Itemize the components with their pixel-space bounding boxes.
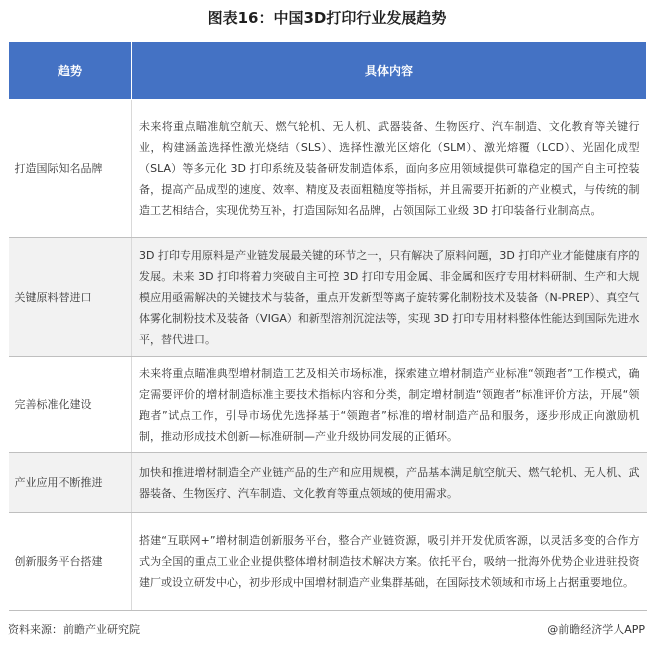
table-row — [9, 100, 647, 238]
table-row — [9, 357, 647, 453]
content-cell: 未来将重点瞄准典型增材制造工艺及相关市场标准，探索建立增材制造产业标准“领跑者”工作模式，确定需要评价的增材制造标准主要技术指标内容和分类，制定增材制造“领跑者”标准评价方法，开展“领跑者”试点工作，引导市场优先选择基于“领跑者”标准的增材制造产品和服务，逐步形成正向激励机制，推动形成技术创新—标准研制—产业升级协同发展的正循环。 — [132, 357, 647, 453]
table-header-row — [9, 42, 647, 100]
header-content: 具体内容 — [132, 42, 647, 100]
brand-name: 前瞻经济学人APP — [558, 623, 645, 636]
trend-cell: 创新服务平台搭建 — [9, 513, 132, 611]
page-title: 图表16：中国3D打印行业发展趋势 — [207, 9, 447, 27]
brand-credit — [547, 621, 645, 639]
table-row — [9, 453, 647, 513]
table-row — [9, 513, 647, 611]
header-trend: 趋势 — [9, 42, 132, 100]
trend-cell: 完善标准化建设 — [9, 357, 132, 453]
content-cell: 未来将重点瞄准航空航天、燃气轮机、无人机、武器装备、生物医疗、汽车制造、文化教育等关键行业，构建涵盖选择性激光烧结（SLS）、选择性激光区熔化（SLM）、激光熔覆（LCD）、光固化成型（SLA）等多元化 3D 打印系统及装备研发制造体系，面向多应用领域提供可靠稳定的国产自主可控装备，提高产品成型的速度、效率、精度及表面粗糙度等指标，并且需要开拓新的产业模式，与传统的制造工艺相结合，实现优势互补，打造国际知名品牌，占领国际工业级 3D 打印装备行业制高点。 — [132, 100, 647, 238]
content-cell: 加快和推进增材制造全产业链产品的生产和应用规模，产品基本满足航空航天、燃气轮机、无人机、武器装备、生物医疗、汽车制造、文化教育等重点领域的使用需求。 — [132, 453, 647, 513]
content-cell: 3D 打印专用原料是产业链发展最关键的环节之一，只有解决了原料问题，3D 打印产业才能健康有序的发展。未来 3D 打印将着力突破自主可控 3D 打印专用金属、非金属和医疗专用材料研制、生产和大规模应用亟需解决的关键技术与装备，重点开发新型等离子旋转雾化制粉技术及装备（N-PREP）、真空气体雾化制粉技术及装备（VIGA）和新型溶剂沉淀法等，实现 3D 打印专用材料整体性能达到国际先进水平，替代进口。 — [132, 238, 647, 357]
trend-table — [8, 41, 647, 611]
source-note: 资料来源：前瞻产业研究院 — [8, 623, 140, 636]
content-cell: 搭建“互联网+”增材制造创新服务平台，整合产业链资源，吸引并开发优质客源，以灵活多变的合作方式为全国的重点工业企业提供整体增材制造技术解决方案。依托平台，吸纳一批海外优势企业进驻投资建厂或设立研发中心，初步形成中国增材制造产业集群基础，在国际技术领域和市场上占据重要地位。 — [132, 513, 647, 611]
trend-cell: 产业应用不断推进 — [9, 453, 132, 513]
at-sign-icon: @ — [547, 623, 559, 636]
table-row — [9, 238, 647, 357]
trend-cell: 关键原料替进口 — [9, 238, 132, 357]
trend-cell: 打造国际知名品牌 — [9, 100, 132, 238]
